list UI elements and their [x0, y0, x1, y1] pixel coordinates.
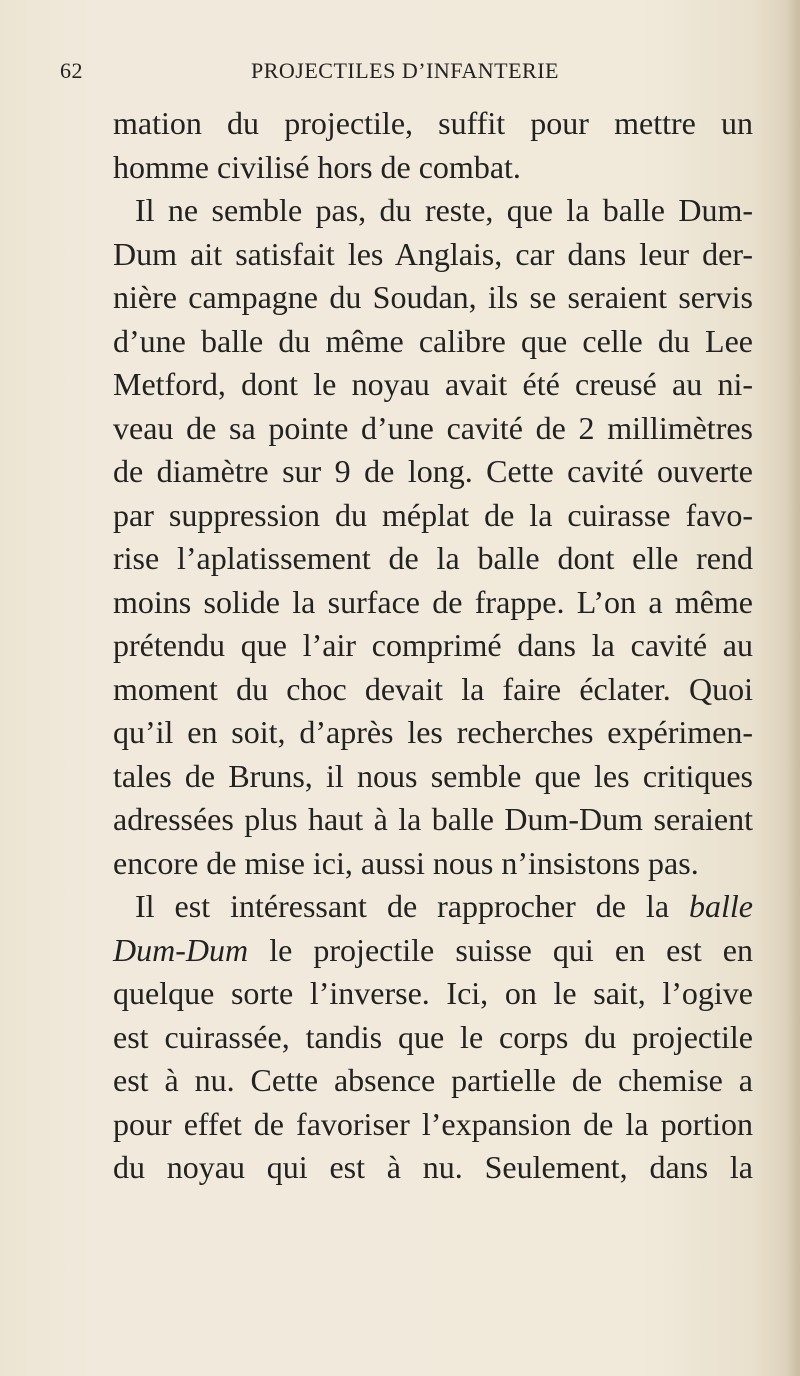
text-line: homme civilisé hors de combat.	[113, 148, 521, 185]
text-line: pour effet de favoriser l’expansion de la portion	[113, 1105, 753, 1142]
running-head	[60, 58, 760, 88]
text-run: Il est intéressant de rapprocher de la	[135, 888, 670, 924]
running-title: PROJECTILES D’INFANTERIE	[251, 58, 559, 83]
text-line: quelque sorte l’inverse. Ici, on le sait, l’ogive	[113, 975, 753, 1011]
text-line: adressées plus haut à la balle Dum-Dum seraient	[113, 801, 753, 837]
text-line: Il ne semble pas, du reste, que la balle Dum-	[135, 192, 753, 228]
text-run: le projectile suisse qui en est en	[269, 931, 754, 968]
text-line	[113, 885, 753, 929]
text-line: qu’il en soit, d’après les recherches expérimen-	[113, 714, 753, 750]
text-line: est cuirassée, tandis que le corps du projectile	[113, 1018, 753, 1055]
text-line: rise l’aplatissement de la balle dont elle rend	[113, 540, 753, 576]
text-line: de diamètre sur 9 de long. Cette cavité ouverte	[113, 453, 753, 489]
text-line: moment du choc devait la faire éclater. Quoi	[113, 670, 753, 707]
italic-run: balle	[689, 888, 753, 924]
italic-run: Dum-Dum	[113, 931, 249, 968]
text-line: prétendu que l’air comprimé dans la cavité au	[113, 627, 753, 663]
text-line: veau de sa pointe d’une cavité de 2 millimètres	[113, 409, 753, 446]
text-line: par suppression du méplat de la cuirasse favo-	[113, 496, 753, 533]
text-line: mation du projectile, suffit pour mettre un	[113, 105, 753, 141]
body-text	[113, 102, 753, 1190]
text-line: tales de Bruns, il nous semble que les critiques	[113, 757, 753, 794]
text-line: moins solide la surface de frappe. L’on a même	[113, 583, 753, 620]
text-line: du noyau qui est à nu. Seulement, dans la	[113, 1149, 753, 1185]
page-number: 62	[60, 58, 83, 83]
text-line: Dum ait satisfait les Anglais, car dans leur der-	[113, 235, 753, 272]
text-line: encore de mise ici, aussi nous n’insistons pas.	[113, 844, 699, 881]
page-edge-shadow	[786, 0, 800, 1376]
text-line: nière campagne du Soudan, ils se seraient servis	[113, 279, 753, 315]
text-line: Metford, dont le noyau avait été creusé au ni-	[113, 366, 753, 402]
text-line	[113, 929, 753, 973]
text-line: d’une balle du même calibre que celle du Lee	[113, 322, 753, 359]
text-line: est à nu. Cette absence partielle de chemise a	[113, 1062, 753, 1098]
